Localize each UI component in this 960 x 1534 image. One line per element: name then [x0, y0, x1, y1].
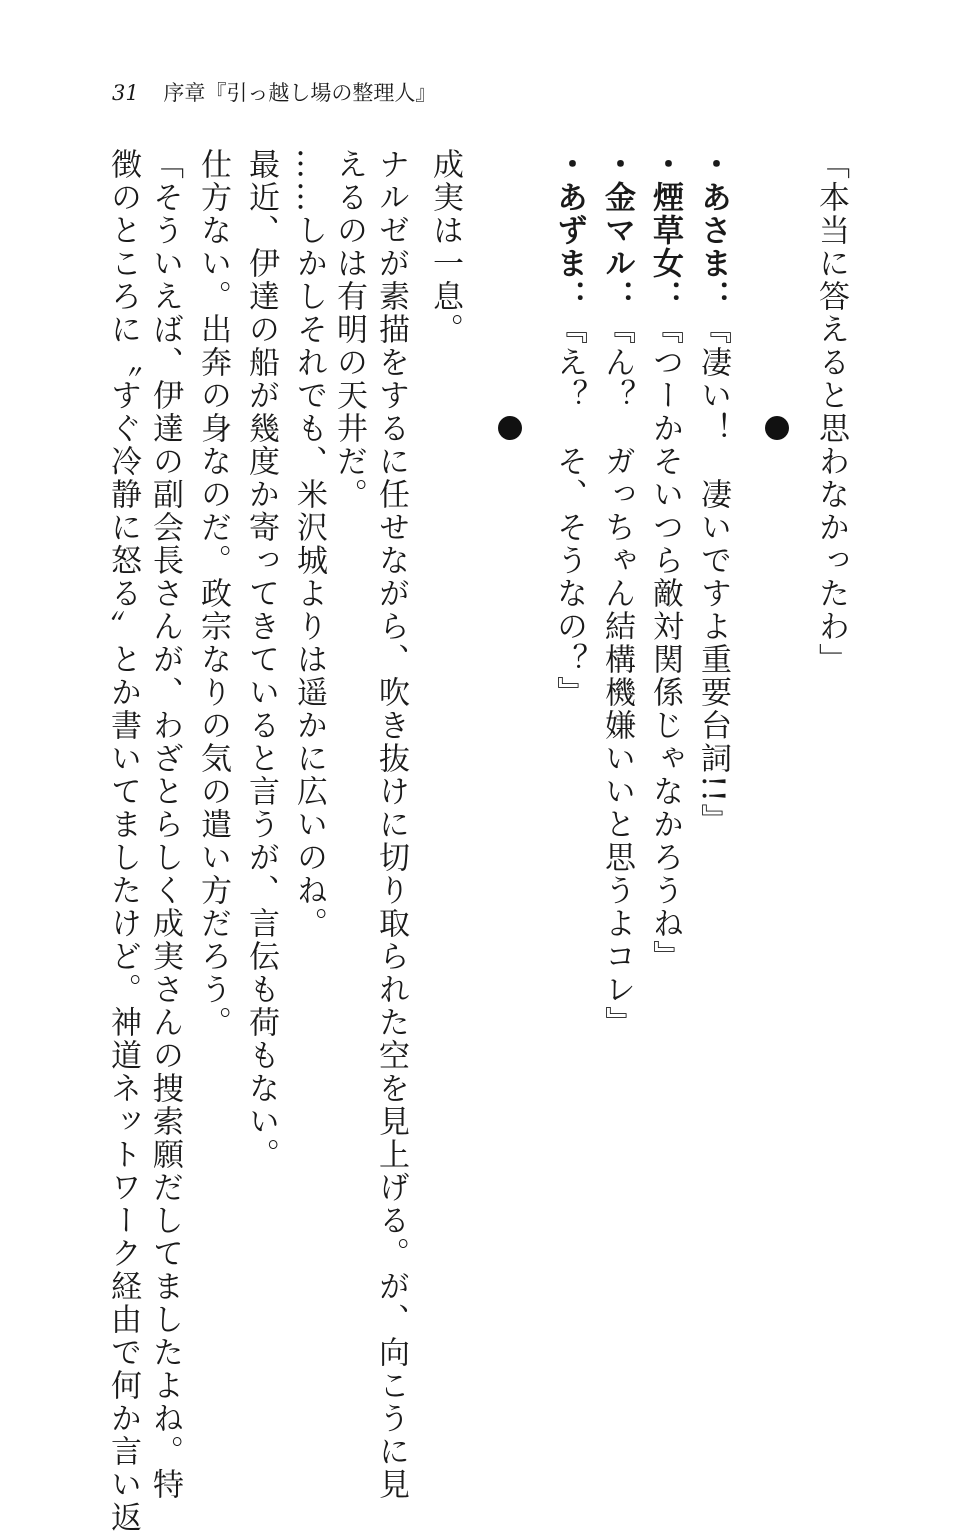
- chat-speaker: あずま: [551, 181, 587, 280]
- narration-line: 最近、伊達の船が幾度か寄ってきていると言うが、言伝も荷もない。: [243, 148, 279, 1171]
- chat-separator: ：: [647, 280, 683, 313]
- chat-text: 『え？ そ、そうなの？』: [551, 313, 587, 709]
- chat-line: [694, 148, 732, 1328]
- chat-bullet: ・: [599, 148, 635, 181]
- chat-speaker: 金マル: [599, 181, 635, 280]
- chat-bullet: ・: [647, 148, 683, 181]
- scene-break-dot: [498, 416, 522, 440]
- chat-line: [598, 148, 636, 1328]
- body-text: [90, 148, 850, 1534]
- chat-separator: ：: [551, 280, 587, 313]
- scene-break-dot: [765, 416, 789, 440]
- narration-line: えるのは有明の天井だ。: [331, 148, 367, 511]
- chat-speaker: あさま: [695, 181, 731, 280]
- page-number: 31: [112, 81, 139, 105]
- opening-line: 「本当に答えると思わなかったわ」: [813, 148, 849, 676]
- narration-line: 「そういえば、伊達の副会長さんが、わざとらしく成実さんの捜索願だしてましたよね。特: [147, 148, 183, 1501]
- chat-text: 『凄い！ 凄いですよ重要台詞!!』: [695, 313, 731, 837]
- narration-line: 徴のところに〝すぐ冷静に怒る〟とか書いてましたけど。神道ネットワーク経由で何か言い返: [105, 148, 141, 1534]
- chat-bullet: ・: [695, 148, 731, 181]
- chat-text: 『ん？ ガっちゃん結構機嫌いいと思うよコレ』: [599, 313, 635, 1039]
- narration-line: 仕方ない。出奔の身なのだ。政宗なりの気の遣い方だろう。: [195, 148, 231, 1039]
- running-header: [112, 80, 436, 106]
- chat-bullet: ・: [551, 148, 587, 181]
- chat-speaker: 煙草女: [647, 181, 683, 280]
- chat-line: [646, 148, 684, 1328]
- chat-line: [550, 148, 588, 1328]
- chat-separator: ：: [599, 280, 635, 313]
- chat-text: 『つーかそいつら敵対関係じゃなかろうね』: [647, 313, 683, 973]
- narration-line: ……しかしそれでも、米沢城よりは遥かに広いのね。: [291, 148, 327, 940]
- chat-separator: ：: [695, 280, 731, 313]
- narration-line: 成実は一息。: [427, 148, 463, 346]
- narration-line: ナルゼが素描をするに任せながら、吹き抜けに切り取られた空を見上げる。が、向こうに見: [373, 148, 409, 1501]
- chapter-title: 序章『引っ越し場の整理人』: [163, 81, 437, 105]
